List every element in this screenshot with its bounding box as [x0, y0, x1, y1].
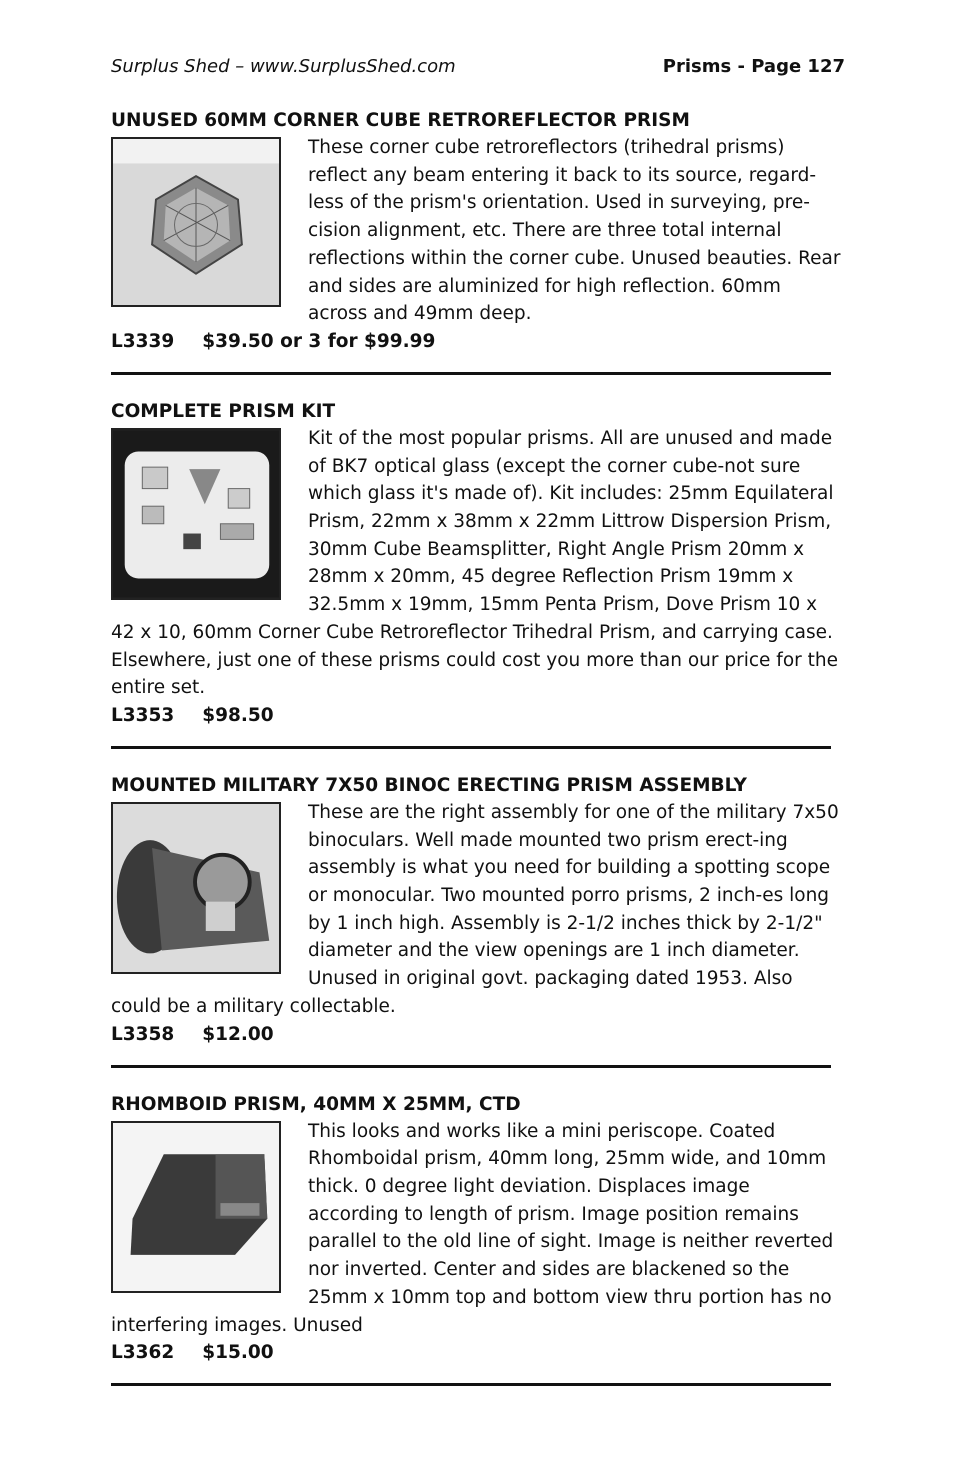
prism-kit-image [113, 430, 279, 598]
divider [111, 746, 831, 749]
price: $98.50 [202, 704, 274, 726]
sku-code: L3339 [111, 330, 175, 352]
product-description: Kit of the most popular prisms. All are unused and made of BK7 optical glass (except the corner cube-not sure which glass it's made of). Kit includes: 25mm Equilateral Prism, 22mm x 38mm x 22mm Littrow Dispersion Prism, 30mm Cube Beamsplitter, Right Angle Prism 20mm x 28mm x 20mm, 45 degree Reflection Prism 19mm x 32.5mm x 19mm, 15mm Penta Prism, Dove Prism 10 x 42 x 10, 60mm Corner Cube Retroreflector Trihedral Prism, and carrying case. Elsewhere, just one of these prisms could cost you more than our price for the entire set. [111, 427, 838, 699]
divider [111, 1383, 831, 1386]
product-description: This looks and works like a mini periscope. Coated Rhomboidal prism, 40mm long, 25mm wide, and 10mm thick. 0 degree light deviation. Displaces image according to length of prism. Image position remains parallel to the old line of sight. Image is neither reverted nor inverted. Center and sides are blackened so the 25mm x 10mm top and bottom view thru portion has no interfering images. Unused [111, 1120, 834, 1336]
price-line [111, 1021, 845, 1049]
product-photo-corner-cube [111, 137, 281, 307]
sku-code: L3353 [111, 704, 175, 726]
price: $15.00 [202, 1342, 274, 1364]
product-item [111, 399, 845, 749]
sku-code: L3362 [111, 1342, 175, 1364]
header-section-page: Prisms - Page 127 [662, 56, 845, 77]
price-line [111, 702, 845, 730]
divider [111, 1065, 831, 1068]
price-line [111, 1339, 845, 1367]
product-item [111, 773, 845, 1068]
product-item [111, 108, 845, 375]
product-title: UNUSED 60MM CORNER CUBE RETROREFLECTOR PRISM [111, 110, 690, 131]
corner-cube-image [113, 139, 279, 305]
sku-code: L3358 [111, 1023, 175, 1045]
product-photo-binoc-assembly [111, 802, 281, 974]
product-photo-rhomboid-prism [111, 1121, 281, 1293]
product-photo-prism-kit [111, 428, 281, 600]
page-header [111, 56, 845, 84]
price-line [111, 328, 845, 356]
product-title: RHOMBOID PRISM, 40MM X 25MM, CTD [111, 1093, 521, 1115]
product-description: These are the right assembly for one of the military 7x50 binoculars. Well made mounted two prism erect-ing assembly is what you need for building a spotting scope or monocular. Two mounted porro prisms, 2 inch-es long by 1 inch high. Assembly is 2-1/2 inches thick by 2-1/2" diameter and the view openings are 1 inch diameter. Unused in original govt. packaging dated 1953. Also could be a military collectable. [111, 801, 839, 1017]
product-description: These corner cube retroreflectors (trihedral prisms) reflect any beam entering it back to its source, regard-less of the prism's orientation. Used in surveying, pre-cision alignment, etc. There are three total internal reflections within the corner cube. Unused beauties. Rear and sides are aluminized for high reflection. 60mm across and 49mm deep. [308, 137, 841, 325]
product-title: MOUNTED MILITARY 7X50 BINOC ERECTING PRISM ASSEMBLY [111, 774, 747, 796]
header-site: Surplus Shed – www.SurplusShed.com [111, 56, 456, 77]
catalog-page [111, 56, 845, 1386]
divider [111, 372, 831, 375]
rhomboid-prism-image [113, 1123, 279, 1291]
binoc-assembly-image [113, 804, 279, 972]
price: $12.00 [202, 1023, 274, 1045]
product-item [111, 1092, 845, 1387]
price: $39.50 or 3 for $99.99 [202, 330, 436, 352]
product-title: COMPLETE PRISM KIT [111, 400, 336, 422]
